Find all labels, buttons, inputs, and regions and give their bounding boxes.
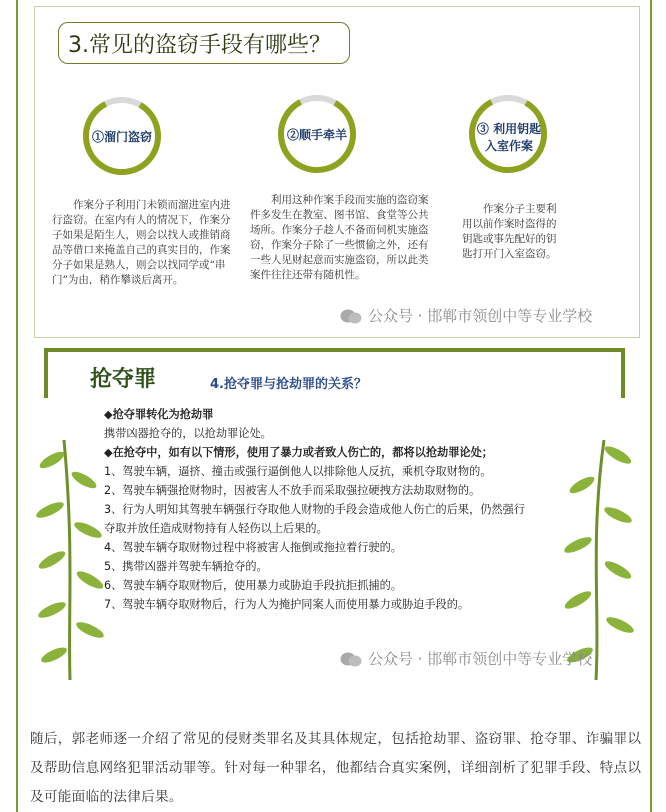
section4-right-bar [621, 348, 625, 398]
leaf-decoration-left-icon [30, 430, 108, 680]
line-3: 1、驾驶车辆，逼挤、撞击或强行逼倒他人以排除他人反抗，乘机夺取财物的。 [104, 465, 492, 478]
leaf-decoration-right-icon [560, 430, 640, 680]
line-8: 5、携带凶器并驾驶车辆抢夺的。 [104, 560, 268, 573]
line-4: 2、驾驶车辆强抢财物时，因被害人不放手而采取强拉硬拽方法劫取财物的。 [104, 484, 481, 497]
item-1-label: ①溜门盗窃 [91, 130, 152, 144]
item-1-desc: 作案分子利用门未锁而溜进室内进行盗窃。在室内有人的情况下，作案分子如果是陌生人，则会以找人或推销商品等借口来掩盖自己的真实目的，作案分子如果是熟人，则会以找同学或“串门”为由，稍作攀谈后离开。 [52, 199, 231, 286]
section4-big-title: 抢夺罪 [90, 367, 157, 392]
watermark-1-text: 公众号 · 邯郸市领创中等专业学校 [368, 307, 593, 325]
frame-right-line [650, 0, 652, 812]
line-10: 7、驾驶车辆夺取财物后，行为人为掩护同案人而使用暴力或胁迫手段的。 [104, 598, 470, 611]
line-5: 3、行为人明知其驾驶车辆强行夺取他人财物的手段会造成他人伤亡的后果，仍然强行 [104, 503, 526, 516]
watermark-2-text: 公众号 · 邯郸市领创中等专业学校 [368, 650, 593, 668]
article-paragraph: 随后，郭老师逐一介绍了常见的侵财类罪名及其具体规定，包括抢劫罪、盗窃罪、抢夺罪、诈骗罪以及帮助信息网络犯罪活动罪等。针对每一种罪名，他都结合真实案例，详细剖析了犯罪手段、特点以及可能面临的法律后果。 [30, 731, 642, 805]
line-7: 4、驾驶车辆夺取财物过程中将被害人拖倒或拖拉着行驶的。 [104, 541, 402, 554]
line-6: 夺取并放任造成财物持有人轻伤以上后果的。 [104, 522, 328, 535]
item-3-desc: 作案分子主要利用以前作案时盗得的钥匙或事先配好的钥匙打开门入室盗窃。 [462, 203, 557, 260]
section4-top-bar [44, 348, 625, 352]
section4-title: 4.抢夺罪与抢劫罪的关系？ [210, 377, 367, 392]
wechat-icon [340, 308, 362, 324]
line-9: 6、驾驶车辆夺取财物后，使用暴力或胁迫手段抗拒抓捕的。 [104, 579, 402, 592]
watermark-2 [340, 648, 592, 669]
line-0: ◆抢夺罪转化为抢劫罪 [104, 408, 214, 421]
line-1: 携带凶器抢夺的，以抢劫罪论处。 [104, 427, 272, 440]
line-2: ◆在抢夺中，如有以下情形，使用了暴力或者致人伤亡的，都将以抢劫罪论处； [104, 446, 493, 459]
item-3-label: ③ 利用钥匙入室作案 [476, 122, 542, 153]
item-2-label: ②顺手牵羊 [286, 128, 347, 142]
watermark-1 [340, 305, 592, 326]
item-2-desc: 利用这种作案手段而实施的盗窃案件多发生在教室、图书馆、食堂等公共场所。作案分子趁人不备而伺机实施盗窃，作案分子除了一些惯偷之外，还有一些人见财起意而实施盗窃，所以此类案件往往还带有随机性。 [250, 194, 429, 281]
section3-title: 3.常见的盗窃手段有哪些？ [68, 33, 331, 58]
section4-left-bar [44, 348, 48, 398]
frame-left-line [16, 0, 18, 812]
wechat-icon [340, 651, 362, 667]
